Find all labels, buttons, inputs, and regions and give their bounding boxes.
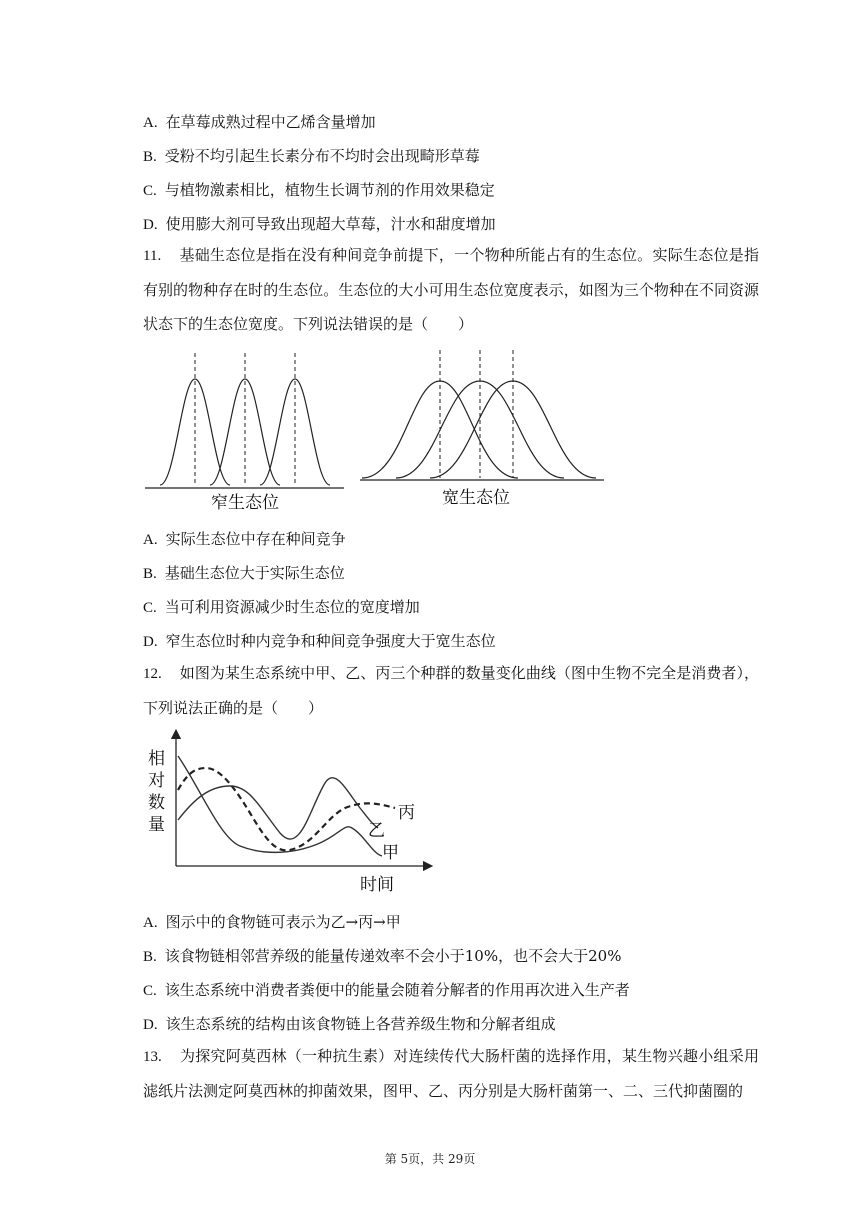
q10-option-c (143, 180, 495, 201)
page-footer: 第 5页，共 29页 (384, 1152, 476, 1166)
xlabel: 时间 (360, 875, 394, 895)
q12-stem (143, 656, 759, 725)
q10-option-a (143, 112, 376, 133)
option-text: 该食物链相邻营养级的能量传递效率不会小于10%，也不会大于20% (164, 947, 622, 965)
question-number: 11. (143, 248, 162, 264)
niche-width-figure (140, 345, 610, 517)
q12-option-b (143, 946, 621, 967)
ylabel-char-1: 相 (148, 749, 165, 769)
ylabel-char-3: 数 (148, 793, 165, 813)
option-text: 受粉不均引起生长素分布不均时会出现畸形草莓 (164, 147, 480, 165)
label-jia: 甲 (382, 843, 399, 863)
question-number: 12. (143, 666, 162, 682)
q11-option-a (143, 529, 346, 550)
option-letter: A. (143, 915, 158, 931)
question-text: 为探究阿莫西林（一种抗生素）对连续传代大肠杆菌的选择作用，某生物兴趣小组采用滤纸片法测定阿莫西林的抑菌效果，图甲、乙、丙分别是大肠杆菌第一、二、三代抑菌圈的 (143, 1047, 759, 1100)
option-text: 该生态系统的结构由该食物链上各营养级生物和分解者组成 (165, 1015, 556, 1033)
q11-option-c (143, 597, 420, 618)
q10-option-b (143, 146, 480, 167)
option-letter: B. (143, 566, 157, 582)
q11-option-d (143, 631, 496, 652)
option-letter: A. (143, 532, 158, 548)
option-text: 实际生态位中存在种间竞争 (165, 530, 346, 548)
option-text: 图示中的食物链可表示为乙→丙→甲 (165, 913, 401, 931)
option-text: 该生态系统中消费者粪便中的能量会随着分解者的作用再次进入生产者 (164, 981, 630, 999)
label-yi: 乙 (368, 821, 385, 841)
option-letter: C. (143, 600, 157, 616)
option-letter: D. (143, 1017, 158, 1033)
option-text: 基础生态位大于实际生态位 (164, 564, 345, 582)
option-text: 当可利用资源减少时生态位的宽度增加 (164, 598, 420, 616)
option-letter: D. (143, 634, 158, 650)
option-letter: C. (143, 183, 157, 199)
q10-option-d (143, 214, 496, 235)
wide-niche-label: 宽生态位 (442, 488, 510, 508)
option-letter: B. (143, 149, 157, 165)
option-letter: B. (143, 949, 157, 965)
option-letter: A. (143, 115, 158, 131)
narrow-niche-label: 窄生态位 (211, 493, 279, 513)
q12-option-a (143, 912, 401, 933)
ylabel-char-2: 对 (148, 771, 165, 791)
q12-option-c (143, 980, 630, 1001)
curve-yi (178, 778, 378, 839)
option-text: 使用膨大剂可导致出现超大草莓，汁水和甜度增加 (165, 215, 496, 233)
curve-jia (178, 756, 382, 856)
option-text: 与植物激素相比，植物生长调节剂的作用效果稳定 (164, 181, 495, 199)
q11-stem (143, 238, 759, 341)
question-text: 基础生态位是指在没有种间竞争前提下，一个物种所能占有的生态位。实际生态位是指有别的物种存在时的生态位。生态位的大小可用生态位宽度表示，如图为三个物种在不同资源状态下的生态位宽度。下列说法错误的是（ ） (143, 246, 759, 333)
option-letter: C. (143, 983, 157, 999)
q13-stem (143, 1039, 759, 1108)
q12-option-d (143, 1014, 556, 1035)
option-text: 在草莓成熟过程中乙烯含量增加 (165, 113, 376, 131)
q11-option-b (143, 563, 345, 584)
question-text: 如图为某生态系统中甲、乙、丙三个种群的数量变化曲线（图中生物不完全是消费者），下列说法正确的是（ ） (143, 664, 759, 717)
ylabel-char-4: 量 (148, 815, 165, 835)
label-bing: 丙 (398, 803, 415, 823)
option-letter: D. (143, 217, 158, 233)
option-text: 窄生态位时种内竞争和种间竞争强度大于宽生态位 (165, 632, 496, 650)
question-number: 13. (143, 1049, 162, 1065)
population-curves-figure (140, 728, 440, 900)
